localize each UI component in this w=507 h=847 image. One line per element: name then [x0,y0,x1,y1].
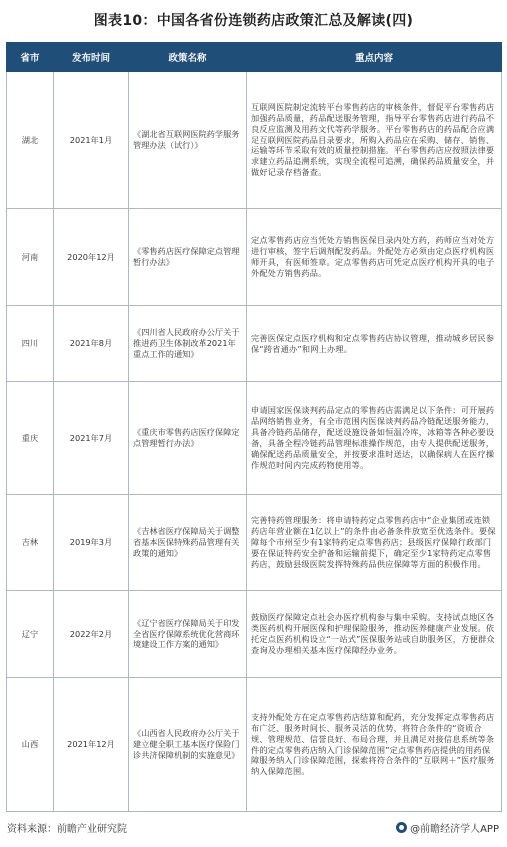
table-row [7,306,502,382]
cell-date: 2022年2月 [54,591,129,678]
cell-province: 山西 [7,678,54,812]
table-row [7,72,502,209]
cell-date: 2020年12月 [54,209,129,306]
cell-province: 重庆 [7,382,54,495]
cell-content: 申请国家医保谈判药品定点的零售药店需满足以下条件：可开展药品网络销售业务，有全市范围内医保谈判药品冷链配送服务能力，具备冷链药品储存，配送设施设备如恒温冷库，冰箱等各种必要设备，具备全程冷链药品管理标准操作规范，由专人提供配送服务，确保配送药品质量安全，并按要求准时送达，以确保病人在医疗操作规范时间内完成药物使用等。 [247,382,502,495]
table-row [7,591,502,678]
header-policy: 政策名称 [129,43,247,72]
cell-content: 互联网医院制定流转平台零售药店的审核条件，督促平台零售药店加强药品质量，药品配送服务管理，指导平台零售药店进行药品不良反应监测及用药文代等药学服务。平台零售药店的药品配合应满足互联网医院药品目录要求，所购入药品应在采购、储存、销售、运输等环节采取有效的质量控制措施。平台零售药店应按照法律要求建立药品追溯系统，实现全流程可追溯，确保药品质量安全，并做好记录存档备查。 [247,72,502,209]
cell-province: 四川 [7,306,54,382]
cell-policy: 《湖北省互联网医院药学服务管理办法（试行）》 [129,72,247,209]
cell-policy: 《四川省人民政府办公厅关于推进药卫生体制改革2021年重点工作的通知》 [129,306,247,382]
cell-date: 2021年1月 [54,72,129,209]
cell-content: 鼓励医疗保障定点社会办医疗机构参与集中采购。支持试点地区各类医药机构开展医保和护理保险服务，推动医养健康产业发展。依托定点医药机构设立“一站式”医保服务站或自助服务区，方便群众查询及办理相关基本医疗保障经办业务。 [247,591,502,678]
cell-province: 湖北 [7,72,54,209]
source-note: 资料来源：前瞻产业研究院 [7,824,127,835]
cell-policy: 《重庆市零售药店医疗保障定点管理暂行办法》 [129,382,247,495]
cell-policy: 《吉林省医疗保障局关于调整省基本医保特殊药品管理有关政策的通知》 [129,495,247,591]
header-province: 省市 [7,43,54,72]
cell-date: 2019年3月 [54,495,129,591]
cell-date: 2021年7月 [54,382,129,495]
cell-policy: 《零售药店医疗保障定点管理暂行办法》 [129,209,247,306]
table-row [7,382,502,495]
cell-content: 完善特药管理服务：将申请特药定点零售药店中“企业集团或连锁药店年营业额在1亿以上”的条件由必备条件放宽至优选条件。要保障每个市州至少有1家特药定点零售药店；县级医疗保障行政部门要在保证特药安全护备和运输前提下，确定至少1家特药定点零售药店，鼓励县级医院发挥特殊药品供应保障等方面的积极作用。 [247,495,502,591]
table-row [7,678,502,812]
cell-policy: 《辽宁省医疗保障局关于印发全省医疗保障系统优化营商环境建设工作方案的通知》 [129,591,247,678]
cell-content: 支持外配处方在定点零售药店结算和配药，充分发挥定点零售药店布广泛、服务时间长、服务灵活的优势，将符合条件的“资质合规、管理规范、信誉良好、布局合理，并且满足对接信息系统等条件的定点零售药店纳入门诊保障范围”定点零售药店提供的用药保障服务纳入门诊保障范围，探索将符合条件的“互联网＋”医疗服务纳入保障范围。 [247,678,502,812]
policy-table [6,42,502,812]
brand-logo-icon [396,822,407,833]
header-content: 重点内容 [247,43,502,72]
cell-province: 河南 [7,209,54,306]
header-date: 发布时间 [54,43,129,72]
table-row [7,209,502,306]
brand-label: @前瞻经济学人APP [410,824,499,835]
table-header-row [7,43,502,72]
cell-province: 吉林 [7,495,54,591]
cell-content: 完善医保定点医疗机构和定点零售药店协议管理，推动城乡居民参保“跨省通办”和网上办理。 [247,306,502,382]
cell-policy: 《山西省人民政府办公厅关于建立健全职工基本医疗保险门诊共济保障机制的实施意见》 [129,678,247,812]
cell-date: 2021年12月 [54,678,129,812]
cell-content: 定点零售药店应当凭处方销售医保目录内处方药，药师应当对处方进行审核，签字后调剂配发药品。外配处方必须由定点医疗机构医师开具，有医师签章。定点零售药店可凭定点医疗机构开具的电子外配处方销售药品。 [247,209,502,306]
figure-title: 图表10：中国各省份连锁药店政策汇总及解读(四) [93,13,414,29]
footer [0,818,507,836]
cell-province: 辽宁 [7,591,54,678]
cell-date: 2021年8月 [54,306,129,382]
table-row [7,495,502,591]
brand-credit [396,820,499,835]
